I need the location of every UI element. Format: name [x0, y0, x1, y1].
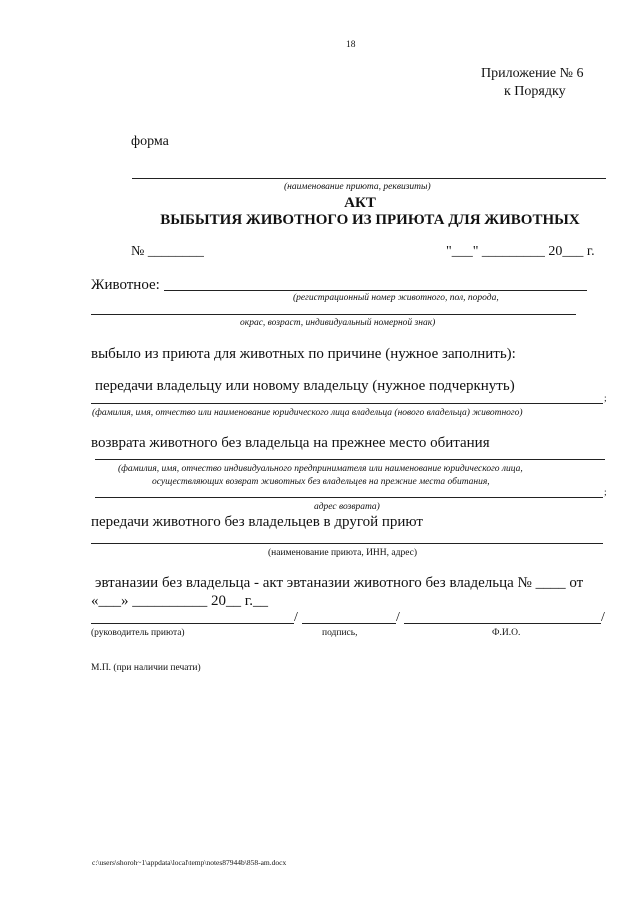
act-date: "___" _________ 20___ г.	[446, 244, 595, 259]
signature-line-sign	[302, 623, 396, 624]
shelter-caption: (наименование приюта, реквизиты)	[284, 182, 431, 192]
signature-name-caption: Ф.И.О.	[492, 628, 521, 638]
animal-caption1: (регистрационный номер животного, пол, порода,	[293, 293, 499, 303]
transfer-owner-semicolon: ;	[604, 394, 607, 404]
animal-line1	[164, 290, 587, 291]
return-habitat-caption2: осуществляющих возврат животных без владельцев на прежние места обитания,	[152, 477, 490, 487]
footer-file-path: c:\users\shoroh~1\appdata\local\temp\notes87944b\858-am.docx	[92, 858, 287, 867]
signature-head-caption: (руководитель приюта)	[91, 628, 185, 638]
signature-line-name	[404, 623, 601, 624]
signature-sign-caption: подпись,	[322, 628, 358, 638]
transfer-owner-text: передачи владельцу или новому владельцу (нужное подчеркнуть)	[95, 378, 515, 394]
transfer-shelter-text: передачи животного без владельцев в другой приют	[91, 514, 423, 530]
stamp-note: М.П. (при наличии печати)	[91, 663, 201, 673]
act-number: № ________	[131, 244, 204, 259]
animal-caption2: окрас, возраст, индивидуальный номерной знак)	[240, 318, 436, 328]
euthanasia-date: «___» __________ 20__ г.__	[91, 593, 268, 609]
signature-sep1: /	[294, 610, 298, 625]
return-habitat-caption1: (фамилия, имя, отчество индивидуального предпринимателя или наименование юридического лица,	[118, 464, 523, 474]
return-habitat-line2	[95, 497, 603, 498]
return-habitat-line1	[95, 459, 605, 460]
appendix-line1: Приложение № 6	[481, 66, 584, 81]
return-habitat-caption3: адрес возврата)	[314, 502, 380, 512]
transfer-owner-caption: (фамилия, имя, отчество или наименование юридического лица владельца (нового владельца) животного)	[92, 408, 523, 418]
signature-line-head	[91, 623, 294, 624]
page-number: 18	[346, 40, 356, 50]
appendix-line2: к Порядку	[504, 84, 566, 99]
euthanasia-text: эвтаназии без владельца - акт эвтаназии животного без владельца № ____ от	[95, 575, 584, 591]
return-habitat-text: возврата животного без владельца на прежнее место обитания	[91, 435, 490, 451]
animal-label: Животное:	[91, 277, 160, 293]
form-label: форма	[131, 134, 169, 149]
shelter-line	[132, 178, 606, 179]
reason-intro: выбыло из приюта для животных по причине (нужное заполнить):	[91, 346, 516, 362]
transfer-shelter-line	[91, 543, 603, 544]
animal-line2	[91, 314, 576, 315]
transfer-owner-line	[91, 403, 603, 404]
signature-sep2: /	[396, 610, 400, 625]
signature-sep3: /	[601, 610, 605, 625]
transfer-shelter-caption: (наименование приюта, ИНН, адрес)	[268, 548, 418, 558]
title-line1: АКТ	[344, 195, 376, 211]
title-line2: ВЫБЫТИЯ ЖИВОТНОГО ИЗ ПРИЮТА ДЛЯ ЖИВОТНЫХ	[160, 212, 580, 228]
return-habitat-semicolon: ;	[604, 488, 607, 498]
